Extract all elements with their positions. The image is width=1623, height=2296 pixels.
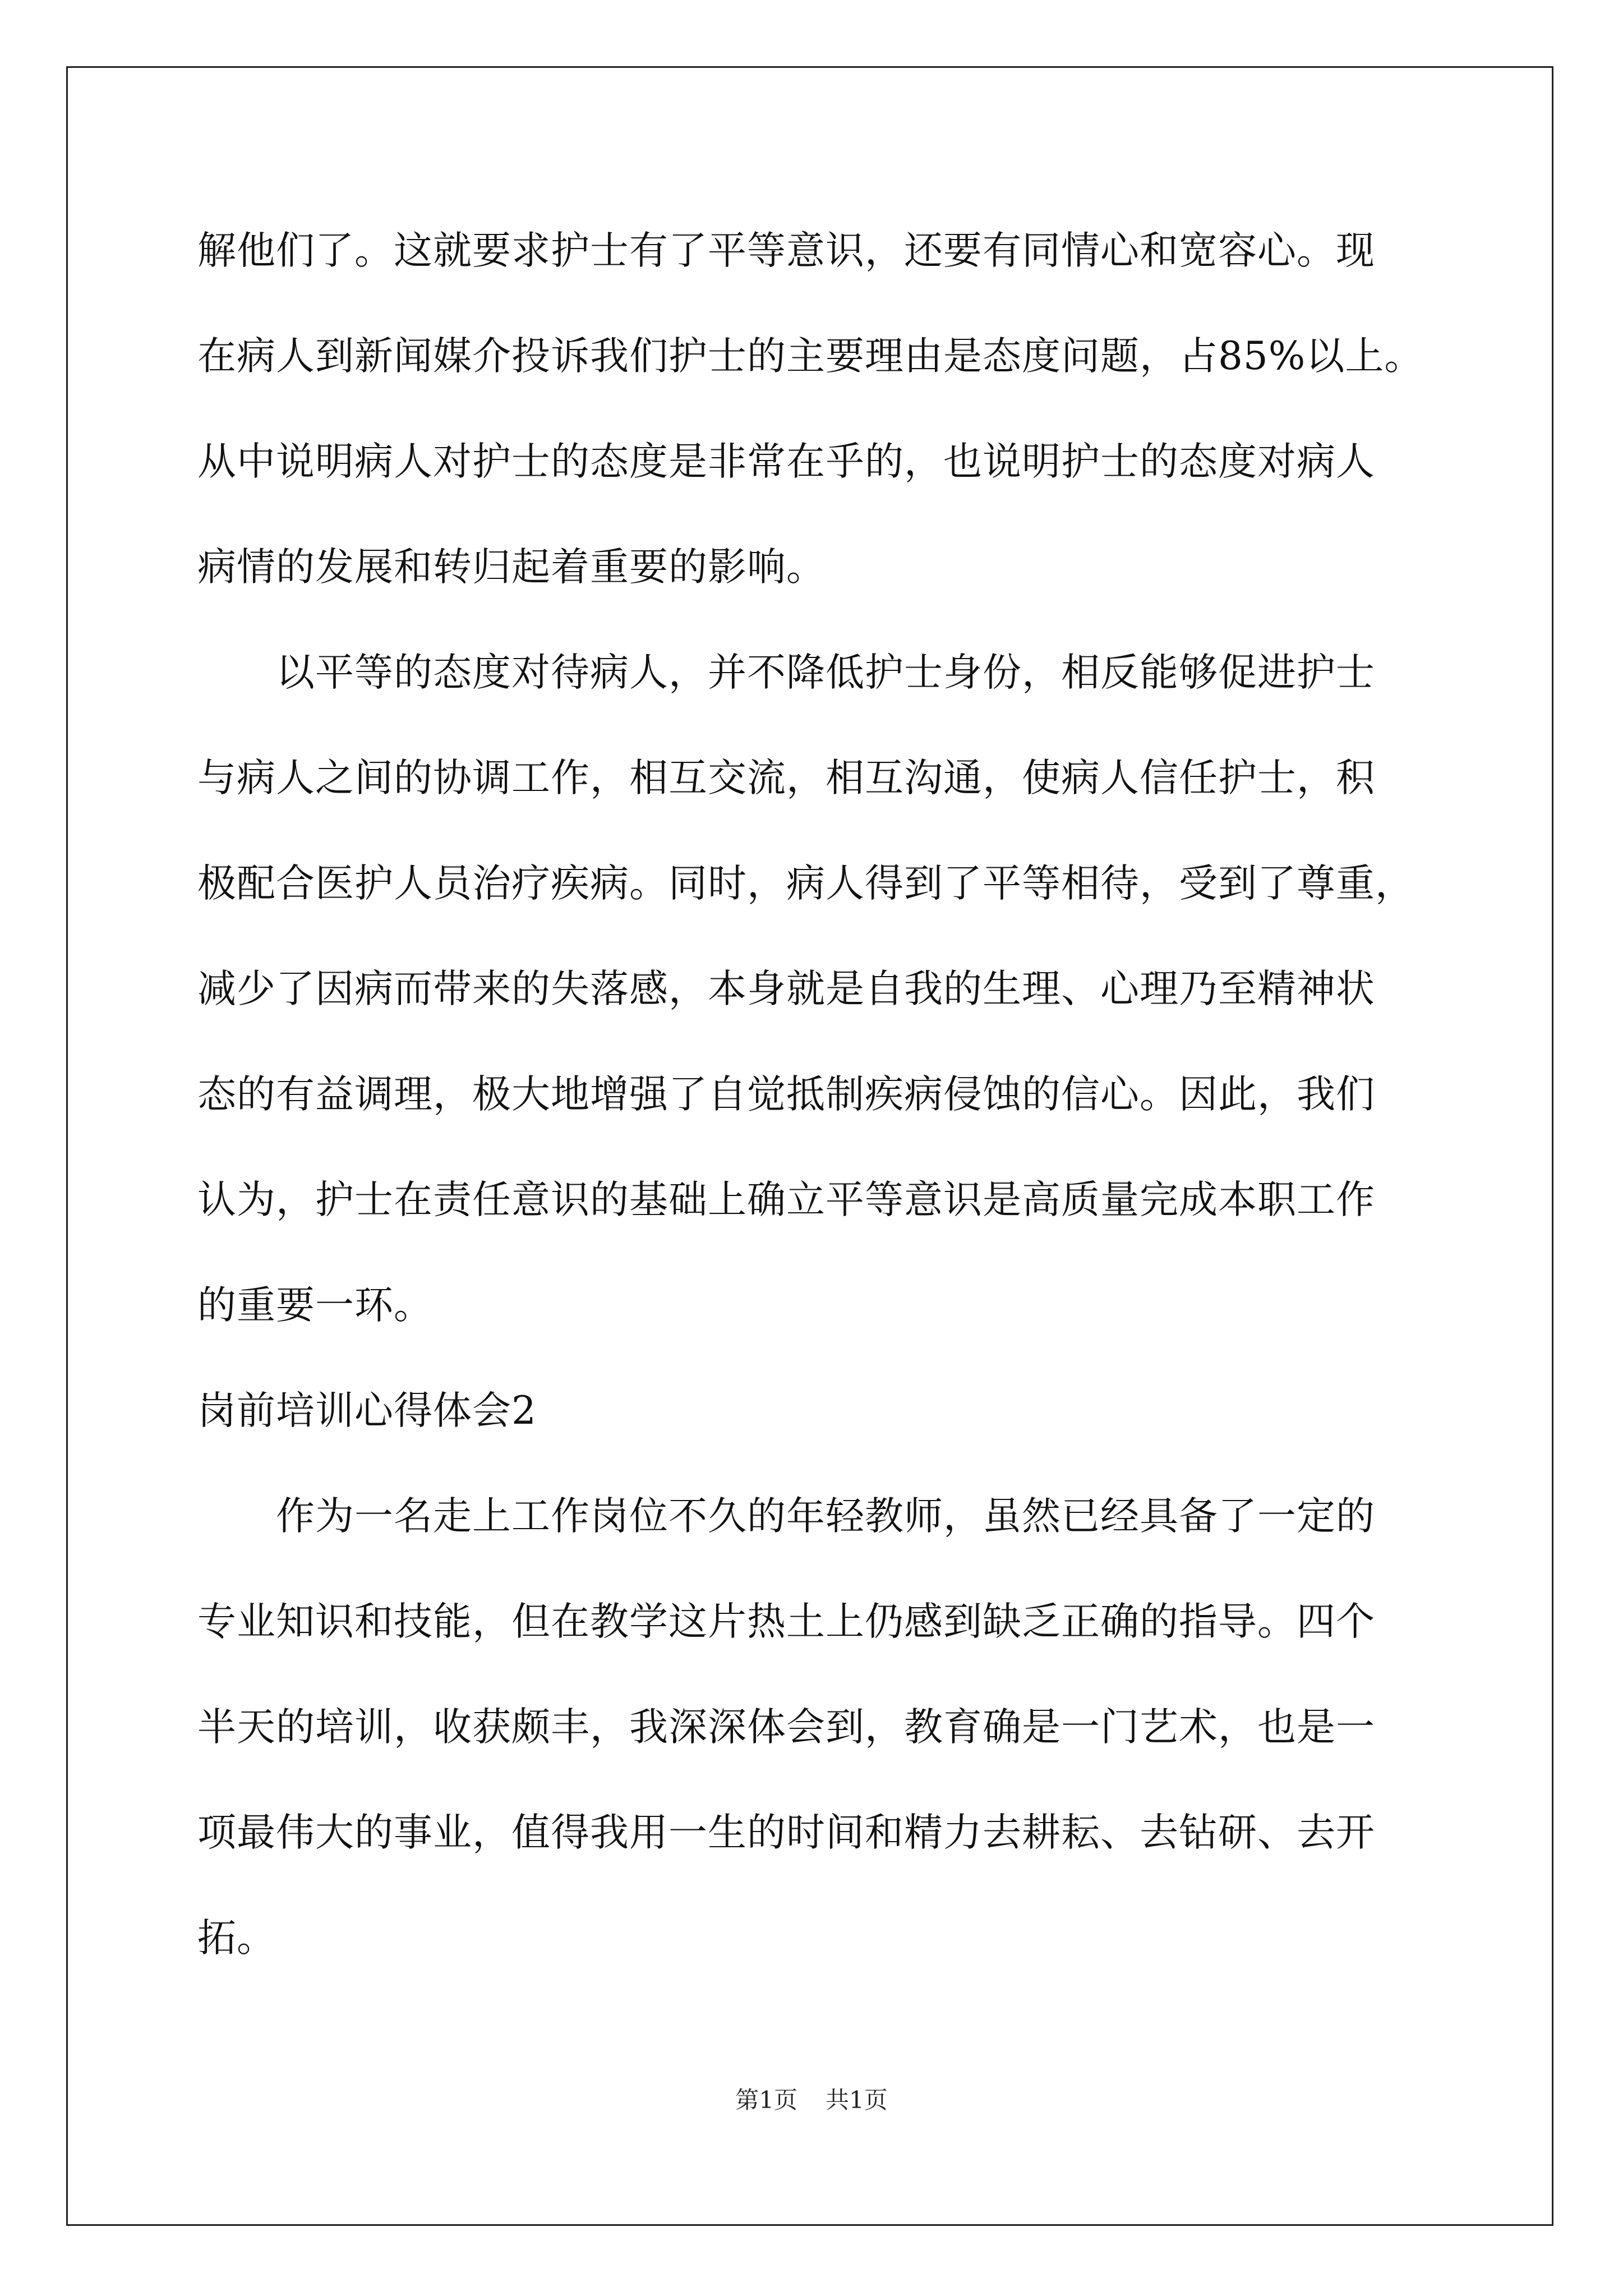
body-line: 解他们了。这就要求护士有了平等意识，还要有同情心和宽容心。现 (197, 228, 1375, 273)
page-footer (0, 2083, 1623, 2117)
body-line: 与病人之间的协调工作，相互交流，相互沟通，使病人信任护士，积 (197, 756, 1375, 800)
page-total: 共1页 (826, 2086, 888, 2114)
body-line: 专业知识和技能，但在教学这片热土上仍感到缺乏正确的指导。四个 (197, 1599, 1375, 1644)
body-line: 减少了因病而带来的失落感，本身就是自我的生理、心理乃至精神状 (197, 967, 1375, 1011)
body-line: 态的有益调理，极大地增强了自觉抵制疾病侵蚀的信心。因此，我们 (197, 1072, 1375, 1117)
body-line: 从中说明病人对护士的态度是非常在乎的，也说明护士的态度对病人 (197, 439, 1375, 484)
body-line: 极配合医护人员治疗疾病。同时，病人得到了平等相待，受到了尊重， (197, 861, 1414, 906)
paragraph-first-line: 以平等的态度对待病人，并不降低护士身份，相反能够促进护士 (276, 650, 1375, 695)
page-number: 第1页 (735, 2086, 797, 2114)
body-line: 在病人到新闻媒介投诉我们护士的主要理由是态度问题，占85%以上。 (197, 334, 1424, 379)
section-heading: 岗前培训心得体会2 (197, 1388, 537, 1433)
body-line: 病情的发展和转归起着重要的影响。 (197, 545, 826, 590)
body-line: 认为，护士在责任意识的基础上确立平等意识是高质量完成本职工作 (197, 1177, 1375, 1222)
paragraph-first-line: 作为一名走上工作岗位不久的年轻教师，虽然已经具备了一定的 (276, 1494, 1375, 1539)
body-line: 的重要一环。 (197, 1283, 433, 1328)
body-line: 项最伟大的事业，值得我用一生的时间和精力去耕耘、去钻研、去开 (197, 1810, 1375, 1855)
body-line: 拓。 (197, 1916, 276, 1961)
page-frame (66, 66, 1553, 2226)
body-line: 半天的培训，收获颇丰，我深深体会到，教育确是一门艺术，也是一 (197, 1705, 1375, 1750)
